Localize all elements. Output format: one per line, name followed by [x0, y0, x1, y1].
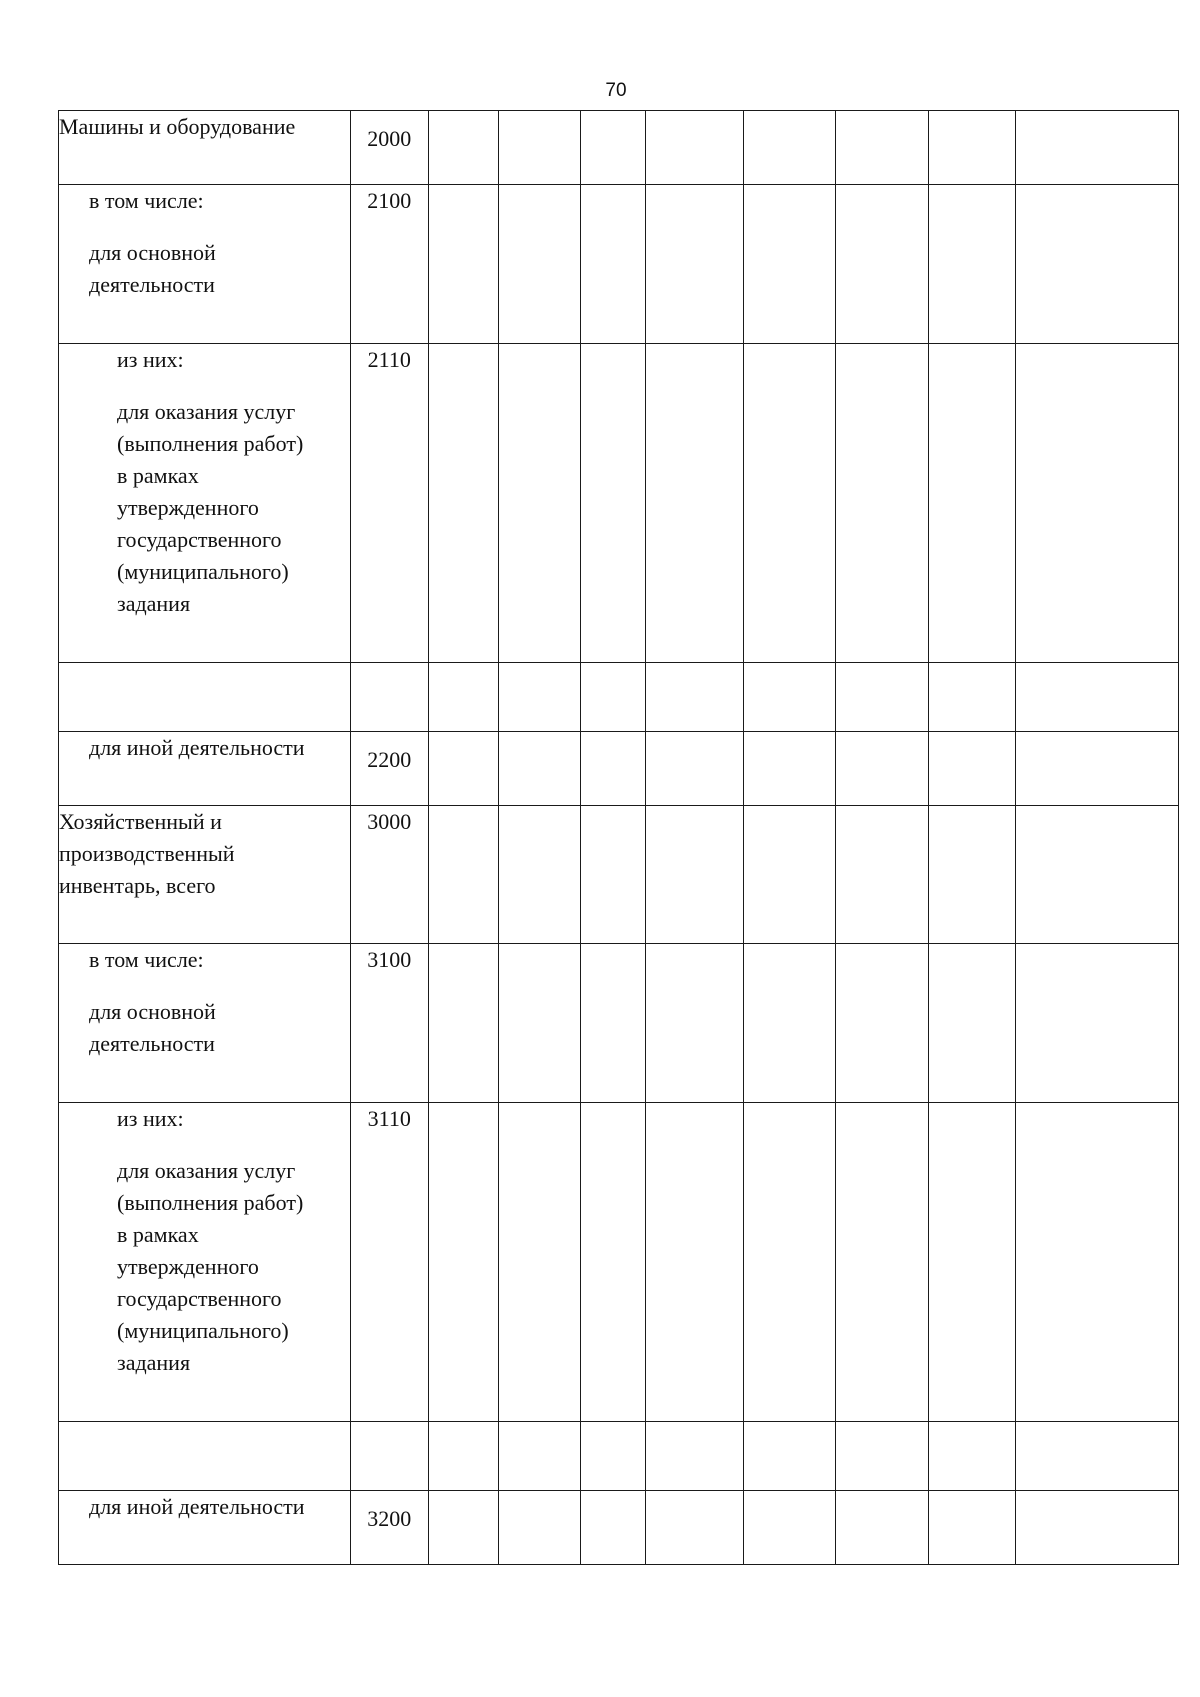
- row-label-line: задания: [117, 591, 191, 616]
- table-row: [59, 344, 1179, 663]
- value-cell: [1016, 1491, 1179, 1565]
- value-cell: [743, 1103, 835, 1422]
- value-cell: [580, 185, 645, 344]
- value-cell: [743, 1422, 835, 1491]
- value-cell: [928, 344, 1015, 663]
- row-label-line: для оказания услуг: [117, 399, 296, 424]
- row-code: 2100: [350, 185, 428, 344]
- value-cell: [499, 944, 580, 1103]
- row-label-line: задания: [117, 1350, 191, 1375]
- table-row: [59, 732, 1179, 806]
- row-label: для иной деятельности: [89, 1494, 305, 1519]
- value-cell: [928, 806, 1015, 944]
- value-cell: [646, 806, 744, 944]
- value-cell: [646, 1491, 744, 1565]
- value-cell: [499, 185, 580, 344]
- row-label-line: (муниципального): [117, 1318, 289, 1343]
- row-code: 3100: [350, 944, 428, 1103]
- row-code: 2110: [350, 344, 428, 663]
- row-subheading: в том числе:: [89, 947, 204, 972]
- value-cell: [428, 1422, 498, 1491]
- value-cell: [499, 1491, 580, 1565]
- row-label-line: деятельности: [89, 1031, 215, 1056]
- value-cell: [928, 185, 1015, 344]
- value-cell: [928, 732, 1015, 806]
- value-cell: [928, 111, 1015, 185]
- value-cell: [1016, 1103, 1179, 1422]
- value-cell: [646, 944, 744, 1103]
- row-label-line: для основной: [89, 999, 216, 1024]
- table-row-empty: [59, 663, 1179, 732]
- row-label-line: государственного: [117, 1286, 282, 1311]
- row-label-line: в рамках: [117, 463, 199, 488]
- value-cell: [499, 806, 580, 944]
- value-cell: [646, 732, 744, 806]
- value-cell: [928, 1422, 1015, 1491]
- row-code: 2000: [350, 111, 428, 185]
- row-label-line: деятельности: [89, 272, 215, 297]
- value-cell: [428, 1491, 498, 1565]
- row-label-line: производственный: [59, 841, 235, 866]
- value-cell: [499, 1103, 580, 1422]
- row-label-line: инвентарь, всего: [59, 873, 216, 898]
- value-cell: [836, 732, 928, 806]
- row-label-line: для оказания услуг: [117, 1158, 296, 1183]
- value-cell: [580, 732, 645, 806]
- value-cell: [428, 806, 498, 944]
- row-code: 3000: [350, 806, 428, 944]
- value-cell: [743, 732, 835, 806]
- value-cell: [428, 344, 498, 663]
- row-subheading: из них:: [117, 1106, 184, 1131]
- value-cell: [646, 1103, 744, 1422]
- row-label-line: утвержденного: [117, 495, 259, 520]
- value-cell: [1016, 1422, 1179, 1491]
- row-code: [350, 1422, 428, 1491]
- value-cell: [836, 1491, 928, 1565]
- row-code: 2200: [350, 732, 428, 806]
- row-subheading: из них:: [117, 347, 184, 372]
- value-cell: [743, 111, 835, 185]
- value-cell: [836, 806, 928, 944]
- value-cell: [743, 806, 835, 944]
- value-cell: [928, 663, 1015, 732]
- row-label: Машины и оборудование: [59, 114, 296, 139]
- table-row: [59, 1491, 1179, 1565]
- table-row: [59, 806, 1179, 944]
- value-cell: [1016, 344, 1179, 663]
- value-cell: [743, 663, 835, 732]
- value-cell: [928, 944, 1015, 1103]
- value-cell: [836, 663, 928, 732]
- value-cell: [580, 663, 645, 732]
- value-cell: [743, 1491, 835, 1565]
- row-label-cell: [59, 732, 351, 806]
- value-cell: [580, 1422, 645, 1491]
- row-label-cell: [59, 1103, 351, 1422]
- row-label-line: Хозяйственный и: [59, 809, 222, 834]
- value-cell: [580, 1103, 645, 1422]
- value-cell: [836, 1103, 928, 1422]
- value-cell: [646, 1422, 744, 1491]
- value-cell: [428, 1103, 498, 1422]
- row-code: [350, 663, 428, 732]
- row-label-cell: [59, 185, 351, 344]
- row-label-line: (выполнения работ): [117, 1190, 304, 1215]
- value-cell: [1016, 663, 1179, 732]
- value-cell: [836, 185, 928, 344]
- row-label-line: государственного: [117, 527, 282, 552]
- value-cell: [646, 185, 744, 344]
- value-cell: [580, 344, 645, 663]
- row-code: 3110: [350, 1103, 428, 1422]
- row-label-line: (муниципального): [117, 559, 289, 584]
- value-cell: [836, 1422, 928, 1491]
- assets-table: [58, 110, 1179, 1565]
- row-label-cell: [59, 806, 351, 944]
- value-cell: [743, 944, 835, 1103]
- value-cell: [1016, 732, 1179, 806]
- value-cell: [580, 111, 645, 185]
- value-cell: [428, 944, 498, 1103]
- value-cell: [580, 1491, 645, 1565]
- value-cell: [836, 111, 928, 185]
- row-label-cell: [59, 944, 351, 1103]
- value-cell: [1016, 944, 1179, 1103]
- value-cell: [743, 185, 835, 344]
- row-label-cell: [59, 1422, 351, 1491]
- row-code: 3200: [350, 1491, 428, 1565]
- value-cell: [499, 111, 580, 185]
- value-cell: [428, 663, 498, 732]
- table-row: [59, 944, 1179, 1103]
- value-cell: [580, 806, 645, 944]
- value-cell: [499, 663, 580, 732]
- table-row: [59, 1103, 1179, 1422]
- value-cell: [836, 344, 928, 663]
- value-cell: [646, 111, 744, 185]
- row-label-cell: [59, 344, 351, 663]
- value-cell: [743, 344, 835, 663]
- row-label-cell: [59, 663, 351, 732]
- value-cell: [1016, 185, 1179, 344]
- value-cell: [1016, 806, 1179, 944]
- value-cell: [1016, 111, 1179, 185]
- row-label-line: (выполнения работ): [117, 431, 304, 456]
- value-cell: [646, 663, 744, 732]
- row-label-line: для основной: [89, 240, 216, 265]
- row-label-line: утвержденного: [117, 1254, 259, 1279]
- value-cell: [836, 944, 928, 1103]
- page-number: 70: [605, 80, 627, 101]
- row-label-cell: [59, 1491, 351, 1565]
- value-cell: [928, 1103, 1015, 1422]
- table-row: [59, 185, 1179, 344]
- value-cell: [646, 344, 744, 663]
- table-row-empty: [59, 1422, 1179, 1491]
- value-cell: [499, 732, 580, 806]
- value-cell: [428, 111, 498, 185]
- value-cell: [580, 944, 645, 1103]
- value-cell: [499, 1422, 580, 1491]
- value-cell: [428, 185, 498, 344]
- value-cell: [428, 732, 498, 806]
- row-label: для иной деятельности: [89, 735, 305, 760]
- table-row: [59, 111, 1179, 185]
- row-subheading: в том числе:: [89, 188, 204, 213]
- value-cell: [928, 1491, 1015, 1565]
- value-cell: [499, 344, 580, 663]
- row-label-cell: [59, 111, 351, 185]
- row-label-line: в рамках: [117, 1222, 199, 1247]
